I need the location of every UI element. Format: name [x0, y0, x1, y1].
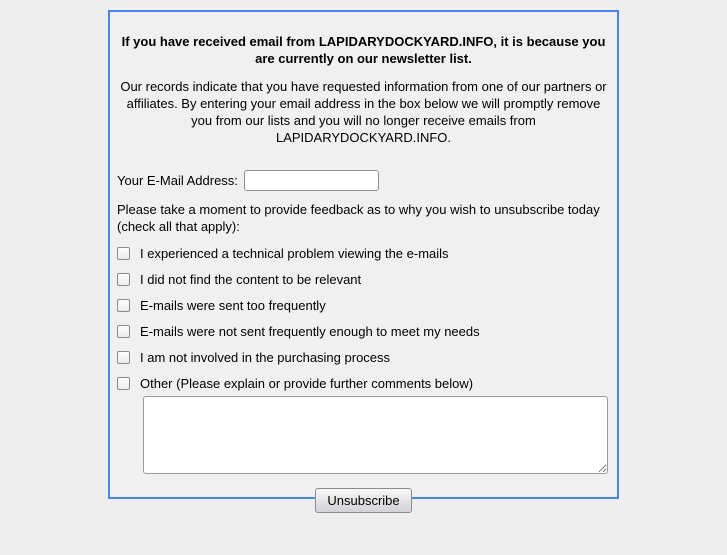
reason-row-not-involved	[117, 349, 610, 365]
reason-checkbox-too-frequent[interactable]	[117, 299, 130, 312]
reason-row-other	[117, 375, 610, 391]
reason-row-technical-problem	[117, 245, 610, 261]
reason-label: I experienced a technical problem viewing the e-mails	[140, 245, 449, 261]
comments-textarea[interactable]	[143, 396, 608, 474]
email-row	[117, 170, 610, 191]
reason-label: Other (Please explain or provide further comments below)	[140, 375, 474, 391]
reason-label: E-mails were not sent frequently enough to meet my needs	[140, 323, 480, 339]
reason-checkbox-not-relevant[interactable]	[117, 273, 130, 286]
reason-checkbox-technical-problem[interactable]	[117, 247, 130, 260]
reason-label: I am not involved in the purchasing process	[140, 349, 391, 365]
email-field[interactable]	[244, 170, 379, 191]
reason-checkbox-not-frequent-enough[interactable]	[117, 325, 130, 338]
page-title: If you have received email from LAPIDARYDOCKYARD.INFO, it is because you are currently on our newsletter list.	[121, 34, 606, 66]
reason-label: I did not find the content to be relevant	[140, 271, 362, 287]
unsubscribe-button[interactable]: Unsubscribe	[315, 488, 411, 513]
reason-row-too-frequent	[117, 297, 610, 313]
reason-label: E-mails were sent too frequently	[140, 297, 326, 313]
reason-checkbox-other[interactable]	[117, 377, 130, 390]
feedback-prompt: Please take a moment to provide feedback as to why you wish to unsubscribe today (check all that apply):	[117, 202, 600, 234]
unsubscribe-panel	[108, 10, 619, 508]
reason-row-not-frequent-enough	[117, 323, 610, 339]
reason-row-not-relevant	[117, 271, 610, 287]
email-label: Your E-Mail Address:	[117, 173, 238, 188]
reason-checkbox-not-involved[interactable]	[117, 351, 130, 364]
intro-text: Our records indicate that you have requested information from one of our partners or affiliates. By entering your email address in the box below we will promptly remove you from our lists and you will no longer receive emails from LAPIDARYDOCKYARD.INFO.	[120, 79, 607, 145]
button-row	[117, 488, 610, 513]
